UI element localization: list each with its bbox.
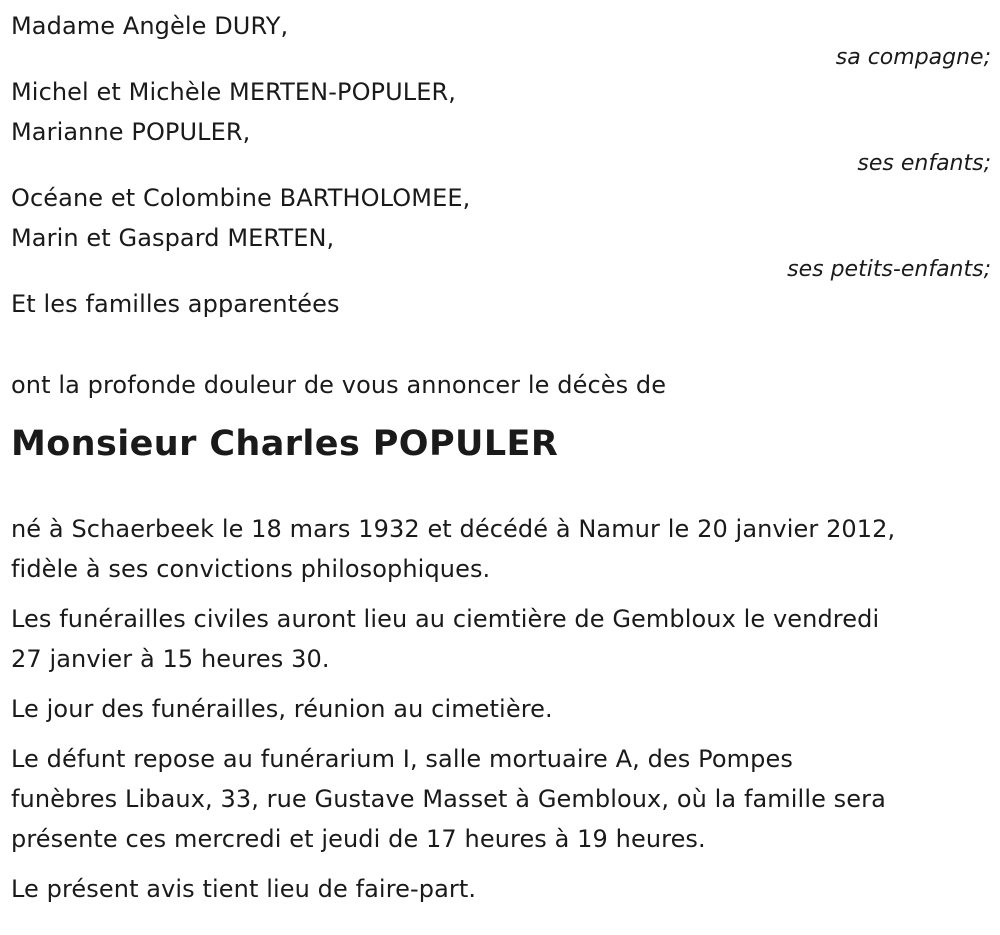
grandchild-name: Océane et Colombine BARTHOLOMEE, [11,184,471,212]
companion-block [11,6,991,70]
meeting-paragraph [11,689,991,729]
birth-paragraph [11,509,991,589]
companion-name: Madame Angèle DURY, [11,12,289,40]
child-name: Michel et Michèle MERTEN-POPULER, [11,78,457,106]
deceased-name: Monsieur Charles POPULER [11,424,559,464]
funeral-paragraph [11,599,991,679]
paragraph-line: Le jour des funérailles, réunion au cimetière. [11,695,553,723]
announcement-line: ont la profonde douleur de vous annoncer le décès de [11,371,667,399]
companion-role: sa compagne; [835,45,991,70]
children-block [11,72,991,176]
relatives-line: Et les familles apparentées [11,290,340,318]
paragraph-line: Les funérailles civiles auront lieu au ciemtière de Gembloux le vendredi [11,605,880,633]
notice-paragraph [11,869,991,909]
paragraph-line: 27 janvier à 15 heures 30. [11,645,330,673]
paragraph-line: funèbres Libaux, 33, rue Gustave Masset à Gembloux, où la famille sera [11,785,886,813]
paragraph-line: Le présent avis tient lieu de faire-part. [11,875,477,903]
child-name: Marianne POPULER, [11,118,251,146]
paragraph-line: présente ces mercredi et jeudi de 17 heures à 19 heures. [11,825,706,853]
children-role: ses enfants; [857,151,991,176]
rest-paragraph [11,739,991,859]
paragraph-line: né à Schaerbeek le 18 mars 1932 et décédé à Namur le 20 janvier 2012, [11,515,896,543]
grandchildren-block [11,178,991,282]
obituary-notice [11,0,991,919]
paragraph-line: Le défunt repose au funérarium I, salle mortuaire A, des Pompes [11,745,793,773]
grandchildren-role: ses petits-enfants; [787,257,991,282]
paragraph-line: fidèle à ses convictions philosophiques. [11,555,491,583]
grandchild-name: Marin et Gaspard MERTEN, [11,224,335,252]
